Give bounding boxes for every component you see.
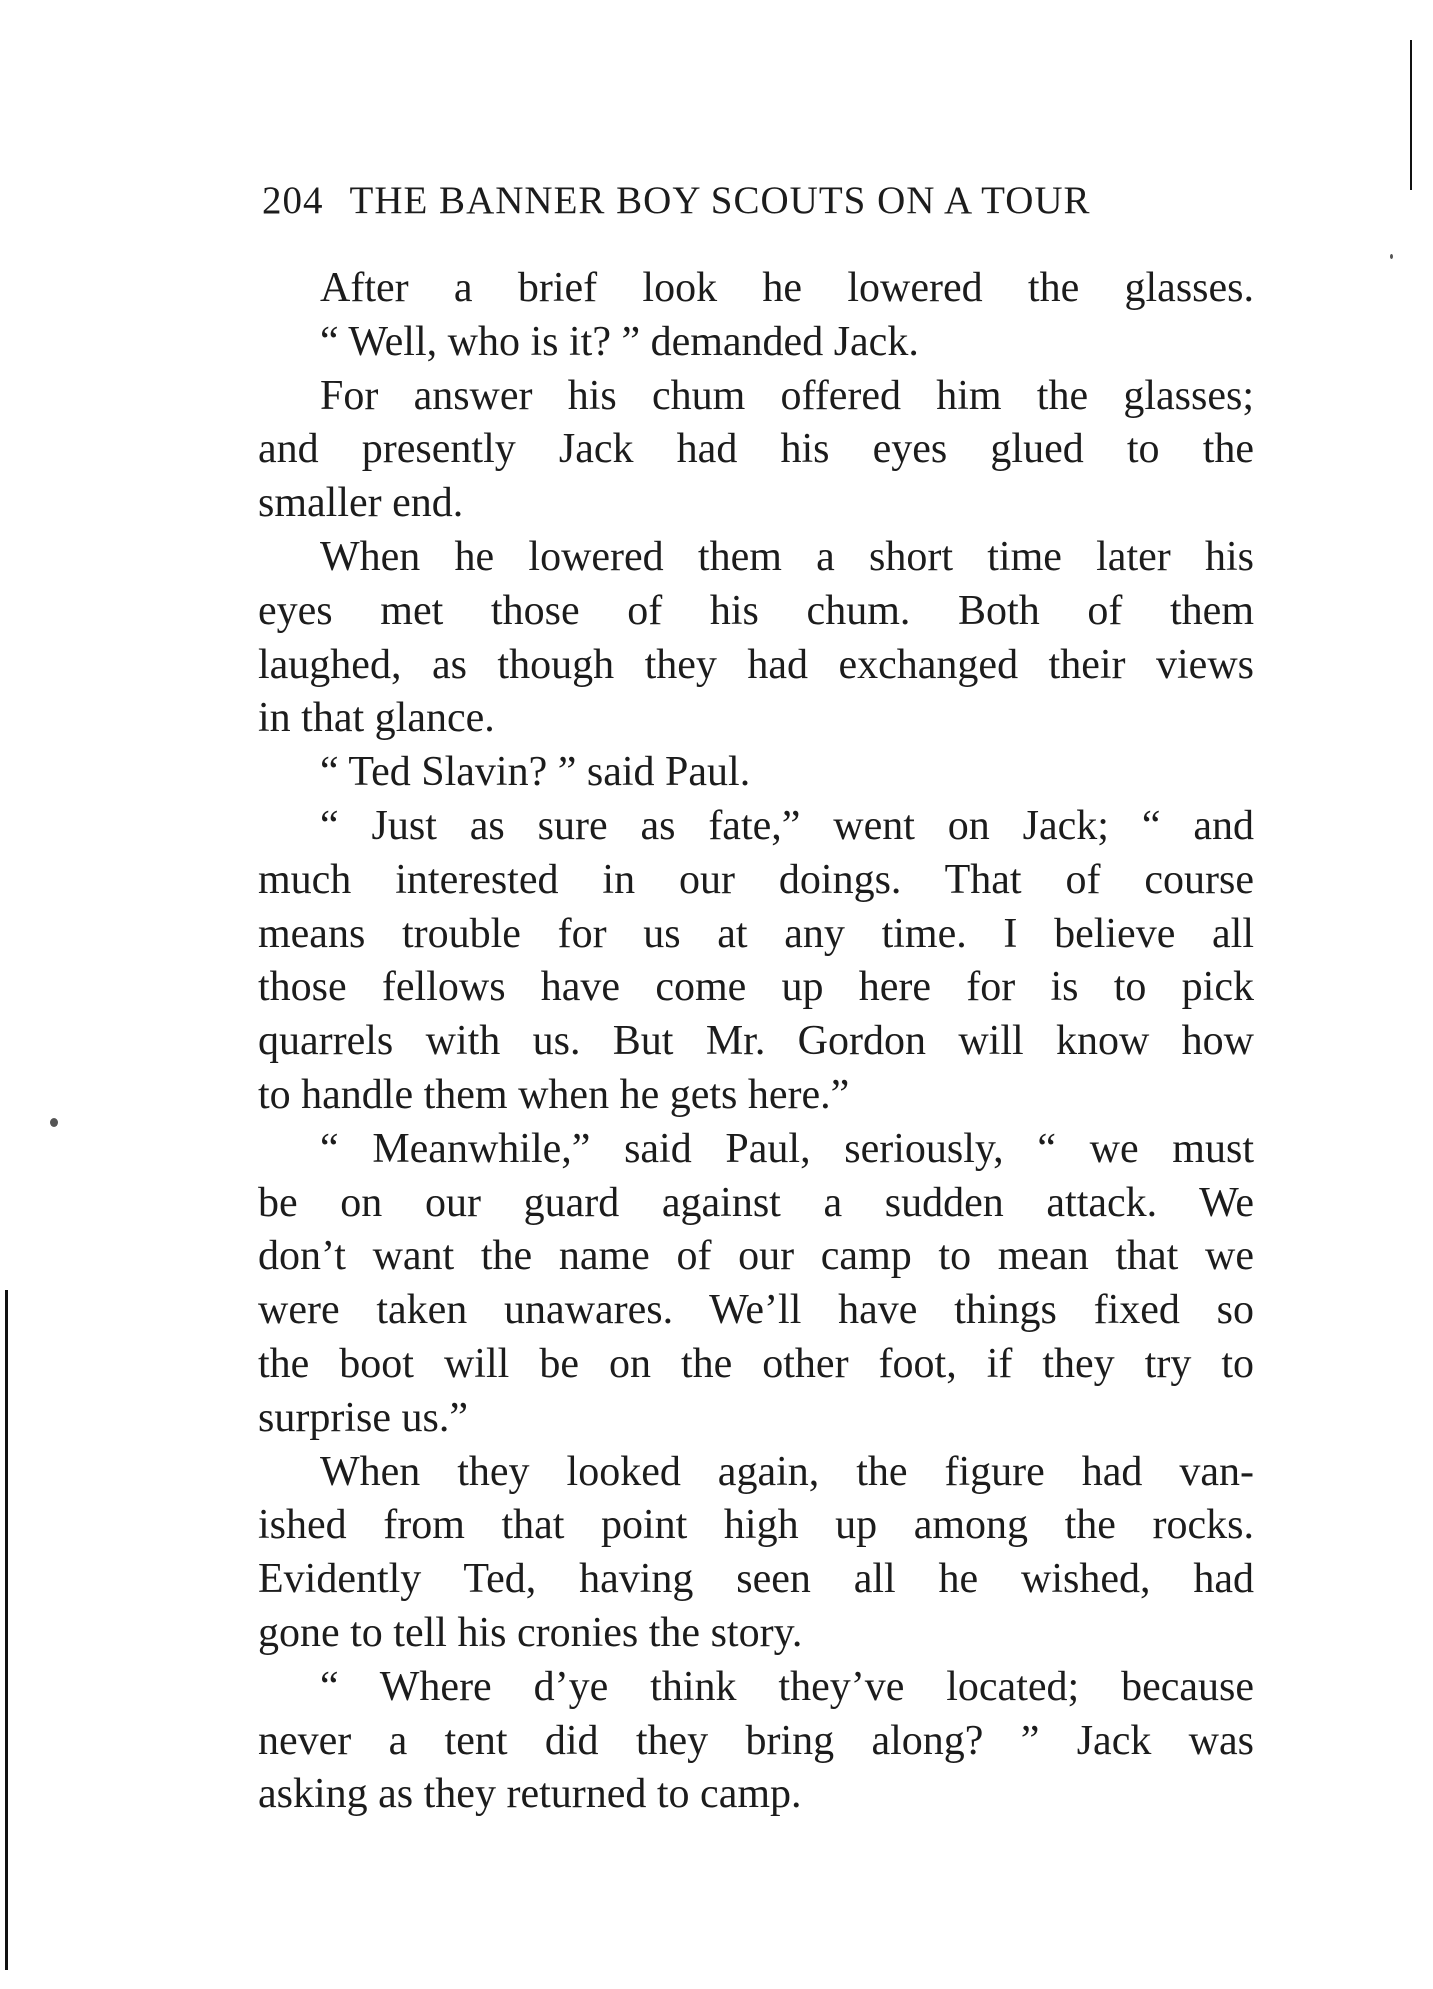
scan-speck	[50, 1118, 58, 1127]
text-line: “ Meanwhile,” said Paul, seriously, “ we must	[320, 1125, 1254, 1172]
text-line: “ Well, who is it? ” demanded Jack.	[320, 318, 919, 365]
text-line: Evidently Ted, having seen all he wished, had	[258, 1556, 1254, 1603]
text-line: After a brief look he lowered the glasses.	[320, 265, 1254, 311]
text-line: “ Ted Slavin? ” said Paul.	[320, 749, 751, 796]
text-line: in that glance.	[258, 695, 495, 742]
text-line: asking as they returned to camp.	[258, 1771, 802, 1818]
scan-edge-line-right	[1410, 40, 1412, 190]
text-line: gone to tell his cronies the story.	[258, 1609, 803, 1656]
text-line: surprise us.”	[258, 1394, 468, 1441]
running-header	[262, 178, 1252, 238]
text-line: eyes met those of his chum. Both of them	[258, 587, 1254, 634]
text-line: to handle them when he gets here.”	[258, 1071, 850, 1118]
page-number: 204	[262, 179, 324, 222]
text-line: ished from that point high up among the rocks.	[258, 1502, 1254, 1549]
text-line: never a tent did they bring along? ” Jack was	[258, 1717, 1254, 1764]
running-title: THE BANNER BOY SCOUTS ON A TOUR	[349, 179, 1091, 222]
text-line: “ Just as sure as fate,” went on Jack; “ and	[320, 802, 1254, 849]
text-line: those fellows have come up here for is to pick	[258, 964, 1254, 1011]
text-line: For answer his chum offered him the glasses;	[320, 372, 1254, 419]
text-line: the boot will be on the other foot, if they try to	[258, 1340, 1254, 1387]
text-line: When he lowered them a short time later his	[320, 533, 1254, 580]
text-line: quarrels with us. But Mr. Gordon will know how	[258, 1018, 1254, 1065]
text-line: be on our guard against a sudden attack. We	[258, 1179, 1254, 1226]
text-line: don’t want the name of our camp to mean that we	[258, 1233, 1254, 1280]
text-line: “ Where d’ye think they’ve located; because	[320, 1663, 1254, 1710]
text-line: much interested in our doings. That of course	[258, 856, 1254, 903]
text-line: smaller end.	[258, 480, 464, 527]
text-line: means trouble for us at any time. I believe all	[258, 910, 1254, 957]
body-text	[258, 262, 1254, 1822]
text-line: laughed, as though they had exchanged their views	[258, 641, 1254, 688]
text-line: When they looked again, the figure had van-	[320, 1448, 1254, 1495]
scan-speck	[1390, 254, 1393, 259]
text-line: and presently Jack had his eyes glued to the	[258, 426, 1254, 473]
text-line: were taken unawares. We’ll have things fixed so	[258, 1287, 1254, 1334]
scan-edge-line-left	[5, 1290, 8, 1970]
